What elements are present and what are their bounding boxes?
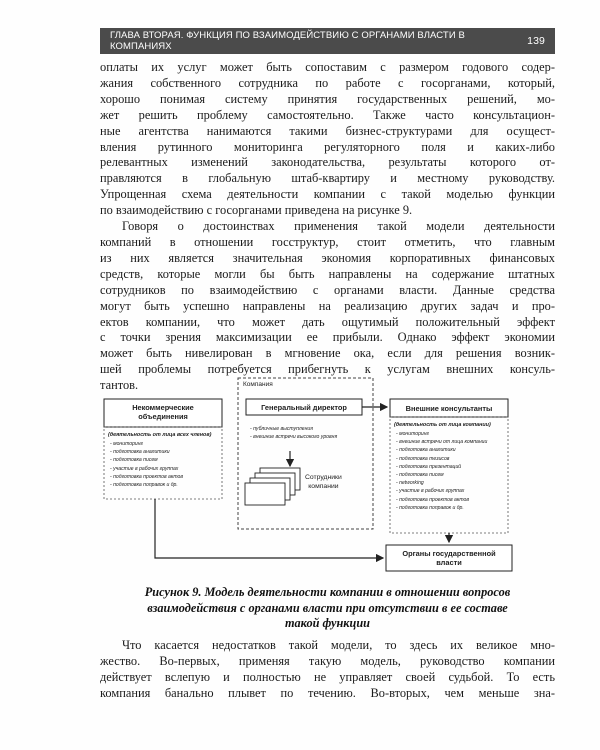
list-item: - подготовка проектов актов <box>110 473 184 480</box>
ngo-subtitle: (деятельность от лица всех членов) <box>108 432 212 438</box>
text-line: Что касается недостатков такой модели, то здесь их великое мно- <box>122 638 555 652</box>
ceo-activity-list <box>250 425 337 441</box>
list-item: - networking <box>396 480 424 487</box>
company-label: Компания <box>243 381 273 388</box>
gov-title-line: власти <box>436 558 462 567</box>
text-line: вления рутинного мониторинга регуляторного поля и каких-либо <box>100 139 555 154</box>
text-line: оплаты их услуг может быть сопоставим с размером годового содер- <box>100 60 555 74</box>
list-item: - подготовка проектов актов <box>396 496 470 503</box>
text-line: тантов. <box>100 378 139 393</box>
body-text-top <box>100 60 555 394</box>
list-item: - мониторинг <box>110 441 144 447</box>
list-item: - внешние встречи от лица компании <box>396 439 488 446</box>
employees-label-line: Сотрудники <box>305 474 342 481</box>
list-item: - подготовка тезисов <box>396 455 450 462</box>
list-item: - участие в рабочих группах <box>110 465 179 472</box>
text-line: могут быть успешно направлены на реализацию других задач и про- <box>100 298 555 313</box>
ngo-title <box>104 403 222 421</box>
figure-9-diagram <box>100 373 555 581</box>
list-item: - подготовка аналитики <box>110 449 170 456</box>
list-item: - публичные выступления <box>250 426 313 432</box>
page-number: 139 <box>527 35 545 47</box>
list-item: - подготовка писем <box>110 457 158 464</box>
text-line: ные агентства нанимаются такими бизнес-структурами для осущест- <box>100 123 555 138</box>
text-line: правляются в глобальную штаб-квартиру и местному руководству. <box>100 171 555 186</box>
text-line: жания собственного сотрудника по работе с госорганами, который, <box>100 75 555 90</box>
body-text-bottom <box>100 638 555 702</box>
text-line: жество. Во-первых, применяя такую модель, руководство компании <box>100 653 555 668</box>
chapter-title: ГЛАВА ВТОРАЯ. ФУНКЦИЯ ПО ВЗАИМОДЕЙСТВИЮ С ОРГАНАМИ ВЛАСТИ В КОМПАНИЯХ <box>110 30 465 52</box>
text-line: компаний в отношении госструктур, стоит отметить, что главным <box>100 234 555 249</box>
consultants-title: Внешние консультанты <box>405 404 493 413</box>
text-line: с точки зрения максимизации ее прибыли. Однако эффект экономии <box>100 330 555 345</box>
text-line: из них является значительная экономия корпоративных финансовых <box>100 250 555 265</box>
text-line: хорошо понимая систему принятия государственных решений, мо- <box>100 91 555 106</box>
employees-label <box>305 474 342 491</box>
text-line: сотрудников по взаимодействию с органами власти. Данные средства <box>100 282 555 297</box>
text-line: компания банально плывет по течению. Во-вторых, чем меньше зна- <box>100 685 555 700</box>
text-line: Говоря о достоинствах применения такой модели деятельности <box>122 219 555 234</box>
consultants-activity-list <box>396 430 487 512</box>
text-line: ектов компании, что может дать ощутимый положительный эффект <box>100 314 555 329</box>
employees-label-line: компании <box>308 482 339 490</box>
ngo-title-line: объединения <box>138 412 188 421</box>
text-line: может быть нивелирован в мгновение ока, если для решения возник- <box>100 346 555 361</box>
gov-title <box>386 549 512 567</box>
list-item: - подготовка презентаций <box>396 463 462 470</box>
text-line: по взаимодействию с госорганами приведена на рисунке 9. <box>100 203 413 218</box>
gov-title-line: Органы государственной <box>402 549 496 558</box>
list-item: - подготовка писем <box>396 472 444 479</box>
text-line: действует вслепую и полностью не управляет своей судьбой. То есть <box>100 669 555 684</box>
list-item: - внешние встречи высокого уровня <box>250 434 338 441</box>
text-line: шей проблемы потребуется прибегнуть к услугам внешних консуль- <box>100 362 555 377</box>
list-item: - подготовка поправок и др. <box>110 482 178 489</box>
list-item: - мониторинг <box>396 431 430 437</box>
caption-line: такой функции <box>284 616 371 630</box>
caption-line: взаимодействия с органами власти при отсутствии в ее составе <box>147 600 508 615</box>
caption-line: Рисунок 9. Модель деятельности компании в отношении вопросов <box>144 585 511 599</box>
text-line: релевантных изменений законодательства, результаты которого от- <box>100 155 555 170</box>
text-line: средств, которые могли бы быть направлены на содержание штатных <box>100 266 555 281</box>
figure-caption <box>100 585 555 632</box>
ngo-activity-list <box>110 440 183 489</box>
ceo-title: Генеральный директор <box>261 403 347 412</box>
running-header <box>100 28 555 54</box>
text-line: Упрощенная схема деятельности компании с такой моделью функции <box>100 187 555 202</box>
ngo-title-line: Некоммерческие <box>132 403 194 412</box>
list-item: - подготовка поправок и др. <box>396 504 464 511</box>
consultants-subtitle: (деятельность от лица компании) <box>394 422 491 428</box>
list-item: - участие в рабочих группах <box>396 488 465 495</box>
text-line: жет решить проблему самостоятельно. Также часто консультацион- <box>100 107 555 122</box>
list-item: - подготовка аналитики <box>396 447 456 454</box>
